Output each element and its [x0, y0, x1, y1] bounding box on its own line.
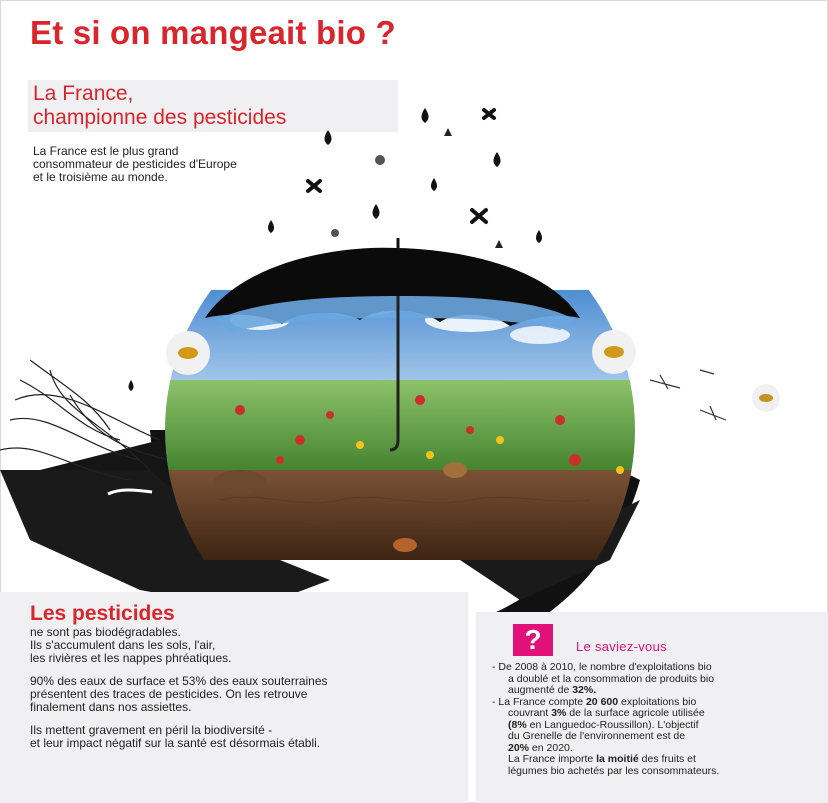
fact-2-line-2-pre: couvrant	[508, 707, 552, 719]
umbrella-ecosystem-illustration	[0, 95, 828, 615]
pesticides-p1-line-3: les rivières et les nappes phréatiques.	[30, 651, 232, 665]
fact-2-line-2-post: de la surface agricole utilisée	[566, 707, 705, 719]
intro-line-3: et le troisième au monde.	[33, 170, 168, 184]
fact-1-line-2: a doublé et la consommation de produits bio	[508, 672, 715, 685]
pesticides-p2-line-1: 90% des eaux de surface et 53% des eaux souterraines	[30, 674, 328, 688]
pesticides-paragraph-1	[30, 626, 450, 665]
flame-icons	[444, 128, 503, 248]
fact-2-line-4: du Grenelle de l'environnement est de	[508, 730, 686, 742]
pesticides-body	[30, 626, 450, 760]
fact-3-line-1	[492, 754, 812, 766]
pesticides-p1-line-2: Ils s'accumulent dans les sols, l'air,	[30, 638, 216, 652]
did-you-know-title: Le saviez-vous	[576, 639, 667, 654]
pesticides-p2-line-3: finalement dans nos assiettes.	[30, 700, 192, 714]
pesticides-p3-line-2: et leur impact négatif sur la santé est désormais établi.	[30, 736, 321, 750]
banner-title-line-2: championne des pesticides	[33, 106, 287, 129]
intro-line-1: La France est le plus grand	[33, 144, 179, 158]
fact-2-surface-percent: 3%	[551, 707, 567, 719]
fact-2-region-percent: (8%	[508, 718, 527, 731]
fact-2-farms-count: 20 600	[585, 695, 619, 708]
intro-line-2: consommateur de pesticides d'Europe	[33, 157, 237, 171]
fact-1-line-1: - De 2008 à 2010, le nombre d'exploitations bio	[492, 661, 712, 673]
skull-icons	[331, 155, 385, 237]
fact-3-half: la moitié	[596, 753, 639, 765]
did-you-know-facts	[492, 662, 812, 777]
fact-2-line-3-post: en Languedoc-Roussillon). L'objectif	[526, 718, 699, 731]
page-title: Et si on mangeait bio ?	[30, 14, 396, 51]
fact-3-line-2: légumes bio achetés par les consommateurs.	[508, 764, 720, 777]
pesticides-p1-line-1: ne sont pas biodégradables.	[30, 625, 181, 639]
banner-title-line-1: La France,	[33, 82, 134, 105]
fact-1-growth-value: 32%.	[572, 684, 597, 696]
toxic-cross-marks	[308, 110, 494, 222]
pesticides-paragraph-2	[30, 675, 450, 714]
fact-2-line-1-post: exploitations bio	[618, 695, 697, 708]
fact-1-line-3-text: augmenté de	[508, 684, 573, 696]
pesticides-title: Les pesticides	[30, 602, 175, 625]
fact-2-line-1-pre: - La France compte	[492, 695, 586, 708]
pesticides-p2-line-2: présentent des traces de pesticides. On les retrouve	[30, 687, 308, 701]
pesticides-p3-line-1: Ils mettent gravement en péril la biodiversité -	[30, 723, 273, 737]
fact-2-line-5-post: en 2020.	[529, 741, 573, 754]
fact-2-goal-percent: 20%	[508, 741, 530, 754]
fact-3-line-1-pre: La France importe	[508, 753, 597, 765]
fact-3-line-1-post: des fruits et	[638, 753, 696, 765]
pesticides-paragraph-3	[30, 724, 450, 750]
question-mark-icon: ?	[513, 624, 553, 656]
